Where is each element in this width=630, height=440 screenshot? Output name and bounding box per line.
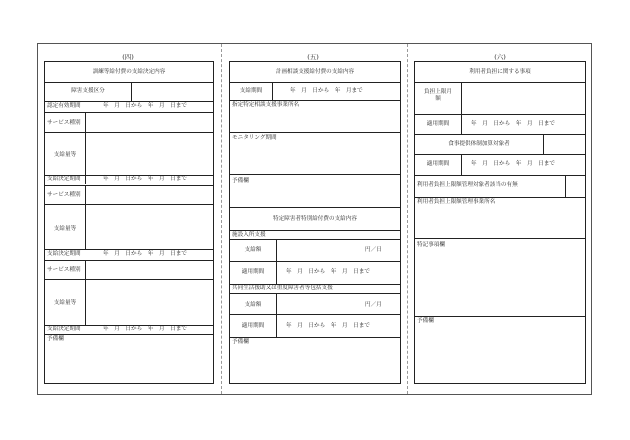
cert-valid-period-label: 認定有効期間	[47, 103, 81, 109]
panel-5-box	[229, 61, 401, 384]
payment-amount-label-3: 支給量等	[53, 300, 77, 306]
applicable-range-5a: 年 月 日から 年 月 日まで	[286, 269, 370, 275]
panel-6-notes-label: 予備欄	[417, 318, 434, 324]
service-type-label: サービス種別	[47, 120, 81, 126]
fold-line-1	[221, 44, 222, 394]
decision-period-range: 年 月 日から 年 月 日まで	[103, 176, 187, 182]
burden-limit-label: 負担上限月額	[424, 89, 452, 102]
panel-4-notes-label: 予備欄	[47, 336, 64, 342]
applicable-range-5b: 年 月 日から 年 月 日まで	[286, 323, 370, 329]
decision-period-label: 支給決定期間	[47, 176, 81, 182]
panel-5-notes-label: 予備欄	[232, 178, 249, 184]
group-home-label: 共同生活援助又は重度障害者等包括支援	[232, 285, 333, 291]
service-type-label-2: サービス種別	[47, 192, 81, 198]
panel-6-box	[414, 61, 586, 384]
panel-5-title: (五)	[307, 53, 319, 61]
applicable-period-label-5b: 適用期間	[241, 323, 265, 329]
payment-amount-label-2: 支給量等	[53, 226, 77, 232]
panel-4-heading: 訓練等給付費の支給決定内容	[92, 69, 166, 75]
panel-4-title: (四)	[122, 53, 134, 61]
fold-line-2	[407, 44, 408, 394]
payment-amount-label-5b: 支給額	[244, 302, 262, 308]
panel-4-box	[44, 61, 214, 384]
panel-6-heading: 利用者負担に関する事項	[469, 69, 531, 75]
cert-valid-range: 年 月 日から 年 月 日まで	[103, 103, 187, 109]
panel-5-heading: 計画相談支援給付費の支給内容	[275, 69, 355, 75]
payment-period-range: 年 月 日から 年 月まで	[290, 88, 363, 94]
mgmt-subject-label: 利用者負担上限額管理対象者該当の有無	[417, 182, 518, 188]
applicable-period-label-6b: 適用期間	[426, 161, 450, 167]
payment-period-label: 支給期間	[239, 88, 263, 94]
special-heading: 特定障害者特別給付費の支給内容	[273, 216, 357, 222]
applicable-range-6b: 年 月 日から 年 月 日まで	[471, 161, 555, 167]
per-day-label: 円／日	[365, 247, 382, 253]
per-month-label: 円／月	[365, 302, 382, 308]
designated-office-label: 指定特定相談支援事業所名	[232, 102, 300, 108]
meal-subject-label: 食事提供体制加算対象者	[448, 141, 510, 147]
decision-period-label-3: 支給決定期間	[47, 326, 81, 332]
payment-amount-label-5a: 支給額	[244, 247, 262, 253]
payment-amount-label: 支給量等	[53, 152, 77, 158]
decision-period-range-3: 年 月 日から 年 月 日まで	[103, 326, 187, 332]
decision-period-range-2: 年 月 日から 年 月 日まで	[103, 251, 187, 257]
monitoring-period-label: モニタリング期間	[232, 135, 277, 141]
applicable-period-label-6a: 適用期間	[426, 121, 450, 127]
decision-period-label-2: 支給決定期間	[47, 251, 81, 257]
service-type-label-3: サービス種別	[47, 267, 81, 273]
facility-support-label: 施設入所支援	[232, 232, 266, 238]
panel-5-notes-label-2: 予備欄	[232, 339, 249, 345]
panel-6-title: (六)	[494, 53, 506, 61]
applicable-period-label-5a: 適用期間	[241, 269, 265, 275]
disability-class-label: 障害支援区分	[71, 88, 105, 94]
applicable-range-6a: 年 月 日から 年 月 日まで	[471, 121, 555, 127]
mgmt-office-label: 利用者負担上限額管理事業所名	[417, 199, 496, 205]
special-notes-label: 特記事項欄	[417, 242, 445, 248]
